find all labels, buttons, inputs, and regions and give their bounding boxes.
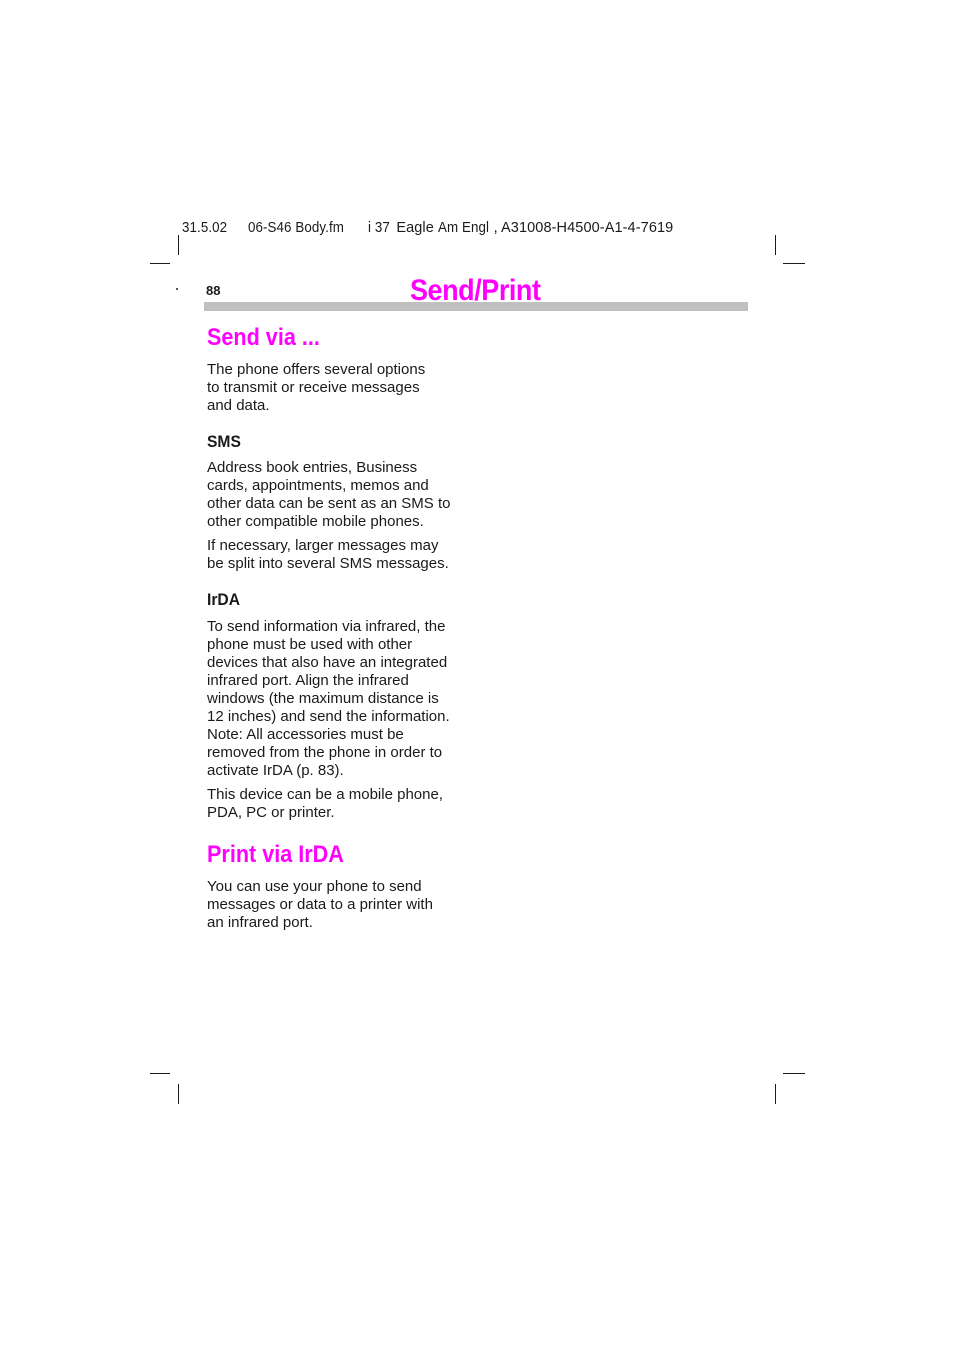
text-line: be split into several SMS messages. [207,555,449,572]
crop-mark-top-right-h [783,263,805,264]
sms-paragraph-2 [207,537,469,573]
crop-mark-top-left-h [150,263,170,264]
text-line: activate IrDA (p. 83). [207,762,344,779]
slug-date: 31.5.02 [182,220,228,236]
text-line: an infrared port. [207,914,313,931]
text-line: The phone offers several options [207,361,426,378]
section-sms [207,432,469,452]
page-number: 88 [206,283,221,298]
irda-paragraph-1 [207,618,469,780]
slug-product: Eagle [396,220,434,236]
registration-dot [176,288,178,290]
text-line: other data can be sent as an SMS to [207,495,451,512]
text-line: removed from the phone in order to [207,744,443,761]
page-title: Send/Print [410,274,541,307]
text-line: and data. [207,397,270,414]
text-line: To send information via infrared, the [207,618,446,635]
irda-heading: IrDA [207,590,241,609]
crop-mark-bottom-right-h [783,1073,805,1074]
text-line: to transmit or receive messages [207,379,420,396]
text-line: cards, appointments, memos and [207,477,429,494]
text-line: other compatible mobile phones. [207,513,424,530]
slug-file: 06-S46 Body.fm [247,220,344,236]
print-via-irda-heading: Print via IrDA [207,841,344,868]
crop-mark-top-left-v [178,235,179,255]
crop-mark-top-right-v [775,235,776,255]
section-print-via-irda [207,841,469,869]
text-line: You can use your phone to send [207,878,422,895]
text-line: infrared port. Align the infrared [207,672,409,689]
text-line: 12 inches) and send the information. [207,708,450,725]
text-line: devices that also have an integrated [207,654,448,671]
section-send-via [207,324,469,352]
slug-product-code: i 37 [368,220,391,236]
text-line: windows (the maximum distance is [207,690,439,707]
text-line: phone must be used with other [207,636,413,653]
text-line: This device can be a mobile phone, [207,786,443,803]
print-slug [182,220,673,236]
print-via-irda-paragraph [207,878,469,932]
slug-edition: Am Engl [438,220,490,236]
send-via-intro [207,361,469,415]
send-via-heading: Send via ... [207,324,320,351]
text-line: Note: All accessories must be [207,726,404,743]
crop-mark-bottom-left-v [178,1084,179,1104]
text-line: Address book entries, Business [207,459,418,476]
irda-paragraph-2 [207,786,469,822]
crop-mark-bottom-left-h [150,1073,170,1074]
slug-part-number: , A31008-H4500-A1-4-7619 [493,220,674,236]
text-line: PDA, PC or printer. [207,804,335,821]
sms-paragraph-1 [207,459,469,531]
section-irda [207,590,469,610]
text-line: messages or data to a printer with [207,896,433,913]
sms-heading: SMS [207,432,241,451]
text-line: If necessary, larger messages may [207,537,439,554]
crop-mark-bottom-right-v [775,1084,776,1104]
